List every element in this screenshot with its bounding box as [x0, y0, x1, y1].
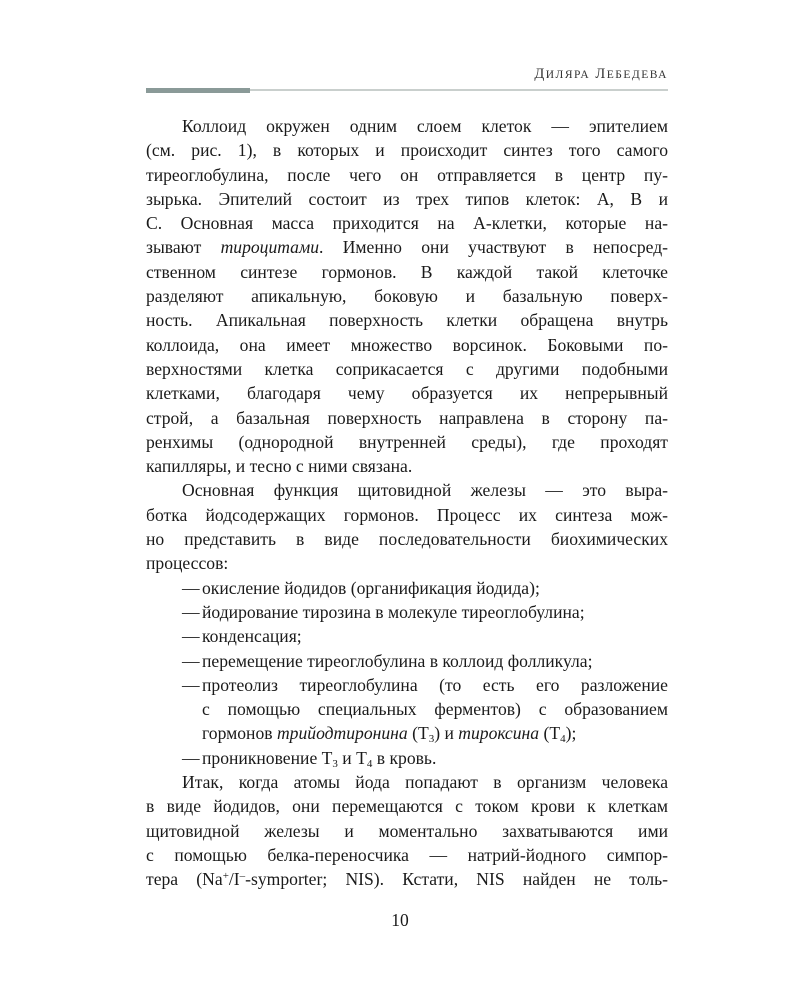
text-line — [146, 235, 668, 259]
list-item — [146, 600, 668, 624]
term-italic: тироксина — [458, 723, 540, 744]
text-line: Основная функция щитовидной железы — это выра- — [182, 480, 668, 501]
subscript: 4 — [366, 757, 373, 770]
page-body — [146, 114, 668, 892]
text-line: с помощью белка-переносчика — натрий-йодного симпор- — [146, 844, 668, 865]
text-line: верхностями клетка соприкасается с другими подобными — [146, 358, 668, 379]
author-last-initial: Л — [595, 66, 607, 82]
list-dash: — — [182, 601, 200, 622]
text-line: ботка йодсодержащих гормонов. Процесс их синтеза мож- — [146, 504, 668, 525]
text-line: щитовидной железы и моментально захватываются ими — [146, 820, 668, 841]
text-segment: /I — [228, 869, 240, 890]
text-line: процессов: — [146, 553, 229, 574]
list-item — [146, 649, 668, 673]
list-item-text: перемещение тиреоглобулина в коллоид фолликула; — [202, 650, 593, 671]
author-first-initial: Д — [534, 66, 546, 82]
list-item-text: конденсация; — [202, 626, 302, 647]
header-rule-accent — [146, 88, 250, 93]
text-segment: ) и — [434, 723, 459, 744]
list-item-text: йодирование тирозина в молекуле тиреоглобулина; — [202, 601, 585, 622]
subscript: 3 — [428, 733, 435, 746]
superscript: + — [222, 870, 229, 883]
list-item — [146, 624, 668, 648]
text-segment: . Именно они участвуют в непосред- — [319, 237, 669, 258]
text-segment: в кровь. — [372, 747, 437, 768]
list-dash: — — [182, 747, 200, 768]
list-item-continuation: с помощью специальных ферментов) с образованием — [202, 699, 668, 720]
term-italic: тироцитами — [220, 237, 319, 258]
author-first-rest: ИЛЯРА — [545, 69, 591, 81]
text-segment: ); — [565, 723, 577, 744]
text-line: ность. Апикальная поверхность клетки обращена внутрь — [146, 310, 668, 331]
text-line: Итак, когда атомы йода попадают в организм человека — [182, 772, 668, 793]
list-item — [146, 746, 668, 770]
author-last-rest: ЕБЕДЕВА — [606, 69, 668, 81]
term-italic: трийодтиронина — [276, 723, 408, 744]
list-dash: — — [182, 674, 200, 695]
list-dash: — — [182, 650, 200, 671]
text-line: но представить в виде последовательности биохимических — [146, 529, 668, 550]
subscript: 4 — [560, 733, 566, 746]
text-line: Коллоид окружен одним слоем клеток — эпителием — [182, 116, 668, 136]
text-line: разделяют апикальную, боковую и базальную поверх- — [146, 286, 668, 307]
text-segment: проникновение T — [202, 747, 333, 768]
text-segment: зывают — [146, 237, 221, 258]
text-line: (см. рис. 1), в которых и происходит синтез того самого — [146, 140, 668, 161]
text-line: строй, а базальная поверхность направлена в сторону па- — [146, 407, 668, 428]
list-dash: — — [182, 626, 200, 647]
list-dash: — — [182, 577, 200, 598]
text-segment: гормонов — [202, 723, 277, 744]
text-line: ренхимы (однородной внутренней среды), где проходят — [146, 431, 668, 452]
author-name — [534, 66, 668, 83]
text-segment: и T — [337, 747, 367, 768]
text-line: С. Основная масса приходится на А-клетки, которые на- — [146, 213, 668, 234]
superscript: – — [239, 870, 246, 883]
list-item-text: окисление йодидов (органификация йодида); — [202, 577, 540, 598]
text-line — [146, 867, 668, 891]
page-number: 10 — [391, 910, 409, 930]
text-segment: -symporter; NIS). Кстати, NIS найден не толь- — [245, 869, 668, 890]
text-segment: (T — [539, 723, 561, 744]
text-segment: тера (Na — [146, 869, 223, 890]
list-item — [146, 576, 668, 600]
subscript: 3 — [332, 757, 338, 770]
list-item — [146, 673, 668, 697]
text-line: коллоида, она имеет множество ворсинок. Боковыми по- — [146, 334, 668, 355]
running-header — [146, 66, 668, 96]
text-line: капилляры, и тесно с ними связана. — [146, 456, 413, 477]
text-line: зырька. Эпителий состоит из трех типов клеток: А, В и — [146, 188, 668, 209]
list-item-continuation — [146, 721, 668, 745]
text-line: ственном синтезе гормонов. В каждой такой клеточке — [146, 261, 668, 282]
text-line: тиреоглобулина, после чего он отправляется в центр пу- — [146, 164, 668, 185]
text-line: клетками, благодаря чему образуется их непрерывный — [146, 383, 668, 404]
text-segment: (T — [407, 723, 429, 744]
list-item-text: протеолиз тиреоглобулина (то есть его разложение — [202, 674, 668, 695]
text-line: в виде йодидов, они перемещаются с током крови к клеткам — [146, 796, 668, 817]
